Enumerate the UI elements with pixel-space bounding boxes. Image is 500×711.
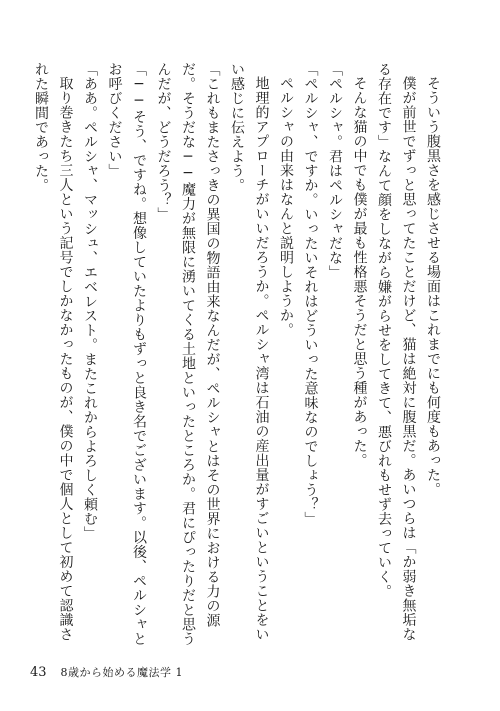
dialogue-line: 「これもまたさっきの異国の物語由来なんだが、ペルシャとはその世界における力の源だ。そうだな──魔力が無限に湧いてくる土地といったところか。君にぴったりだと思うんだが、どうだろう？」 [155, 62, 221, 646]
paragraph: そんな猫の中でも僕が最も性格悪そうだと思う種があった。 [351, 76, 368, 468]
paragraph: 取り巻きたち三人という記号でしかなかったものが、僕の中で個人として初めて認識された瞬間であった。 [33, 62, 74, 642]
vertical-text-body [33, 62, 445, 652]
paragraph: ペルシャの由来はなんと説明しようか。 [278, 76, 294, 337]
page-footer [30, 664, 183, 680]
dialogue-line: 「ああ。ペルシャ、マッシュ、エベレスト。またこれからよろしく頼む」 [82, 62, 98, 541]
dialogue-line: 「ペルシャ、ですか。いったいそれはどういった意味なのでしょう？」 [302, 62, 319, 526]
running-title: 8歳から始める魔法学 1 [60, 666, 184, 679]
paragraph: そういう腹黒さを感じさせる場面はこれまでにも何度もあった。 [425, 76, 441, 497]
paragraph: 地理的アプローチがいいだろうか。ペルシャ湾は石油の産出量がすごいということをいい感じに伝えよう。 [229, 62, 270, 642]
paragraph: 僕が前世でずっと思ってたことだけど、猫は絶対に腹黒だ。あいつらは「か弱き無垢なる存在です」なんて顔をしながら嫌がらせをしてきて、悪びれもせず去っていく。 [376, 62, 417, 642]
dialogue-line: 「ペルシャ。君はペルシャだな」 [327, 62, 343, 280]
dialogue-line: 「──そう、ですね。想像していたよりもずっと良き名でございます。以後、ペルシャとお呼びください」 [106, 62, 147, 646]
page-number: 43 [30, 665, 47, 680]
